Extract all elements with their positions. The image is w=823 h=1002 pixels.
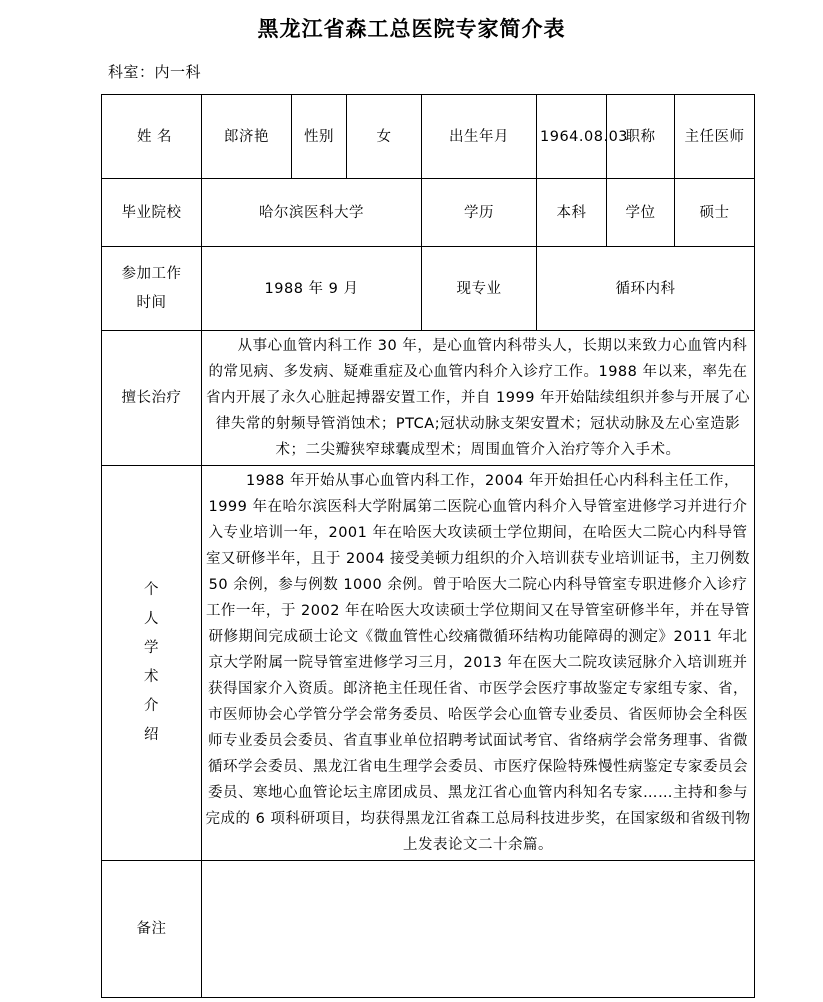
table-row-name [102,95,755,179]
table-row-school [102,179,755,247]
label-academic-char-3: 术 [144,669,159,685]
label-academic-char-5: 绍 [144,727,159,743]
label-academic-char-0: 个 [144,582,159,598]
label-gender: 性别 [292,95,347,179]
value-degree: 硕士 [675,179,755,247]
label-degree: 学位 [607,179,675,247]
value-work-start-time: 1988 年 9 月 [202,247,422,331]
value-remark [202,861,755,998]
label-current-specialty: 现专业 [422,247,537,331]
value-gender: 女 [347,95,422,179]
expertise-paragraph: 从事心血管内科工作 30 年，是心血管内科带头人，长期以来致力心血管内科的常见病、多发病、疑难重症及心血管内科介入诊疗工作。1988 年以来，率先在省内开展了永久心脏起搏器安置工作，并自 1999 年开始陆续组织并参与开展了心律失常的射频导管消蚀术；PTCA;冠状动脉支架安置术；冠状动脉及左心室造影术；二尖瓣狭窄球囊成型术；周围血管介入治疗等介入手术。 [205,338,751,458]
value-graduate-school: 哈尔滨医科大学 [202,179,422,247]
label-work-start-time-stack [105,260,198,318]
label-academic-introduction-stack [105,576,198,750]
label-date-of-birth: 出生年月 [422,95,537,179]
label-remark: 备注 [102,861,202,998]
label-graduate-school: 毕业院校 [102,179,202,247]
label-work-start-time-line1: 参加工作 [121,265,182,282]
label-expertise: 擅长治疗 [102,331,202,466]
page-title: 黑龙江省森工总医院专家简介表 [257,17,566,41]
table-row-work-time [102,247,755,331]
label-name: 姓 名 [102,95,202,179]
expert-profile-table [101,94,755,998]
label-academic-char-1: 人 [144,611,159,627]
label-academic-char-4: 介 [144,698,159,714]
label-work-start-time-line2: 时间 [136,294,167,311]
value-job-title: 主任医师 [675,95,755,179]
value-date-of-birth: 1964.08.03 [537,95,607,179]
department-line: 科室：内一科 [108,63,202,81]
label-academic-introduction [102,466,202,861]
value-education: 本科 [537,179,607,247]
value-name: 郎济艳 [202,95,292,179]
value-academic-introduction [202,466,755,861]
label-work-start-time [102,247,202,331]
table-row-remark [102,861,755,998]
table-row-expertise [102,331,755,466]
value-expertise [202,331,755,466]
label-education: 学历 [422,179,537,247]
label-job-title: 职称 [607,95,675,179]
value-current-specialty: 循环内科 [537,247,755,331]
table-row-academic [102,466,755,861]
label-academic-char-2: 学 [144,640,159,656]
academic-paragraph: 1988 年开始从事心血管内科工作，2004 年开始担任心内科科主任工作，1999 年在哈尔滨医科大学附属第二医院心血管内科介入导管室进修学习并进行介入专业培训一年，2001 年在哈医大攻读硕士学位期间，在哈医大二院心内科导管室又研修半年，且于 2004 接受美顿力组织的介入培训获专业培训证书，主刀例数 50 余例，参与例数 1000 余例。曾于哈医大二院心内科导管室专职进修介入诊疗工作一年，于 2002 年在哈医大攻读硕士学位期间又在导管室研修半年，并在导管研修期间完成硕士论文《微血管性心绞痛微循环结构功能障碍的测定》2011 年北京大学附属一院导管室进修学习三月，2013 年在医大二院攻读冠脉介入培训班并获得国家介入资质。郎济艳主任现任省、市医学会医疗事故鉴定专家组专家、省，市医师协会心学管分学会常务委员、哈医学会心血管专业委员、省医师协会全科医师专业委员会委员、省直事业单位招聘考试面试考官、省络病学会常务理事、省微循环学会委员、黑龙江省电生理学会委员、市医疗保险特殊慢性病鉴定专家委员会委员、寒地心血管论坛主席团成员、黑龙江省心血管内科知名专家……主持和参与完成的 6 项科研项目，均获得黑龙江省森工总局科技进步奖，在国家级和省级刊物上发表论文二十余篇。 [205,473,751,853]
